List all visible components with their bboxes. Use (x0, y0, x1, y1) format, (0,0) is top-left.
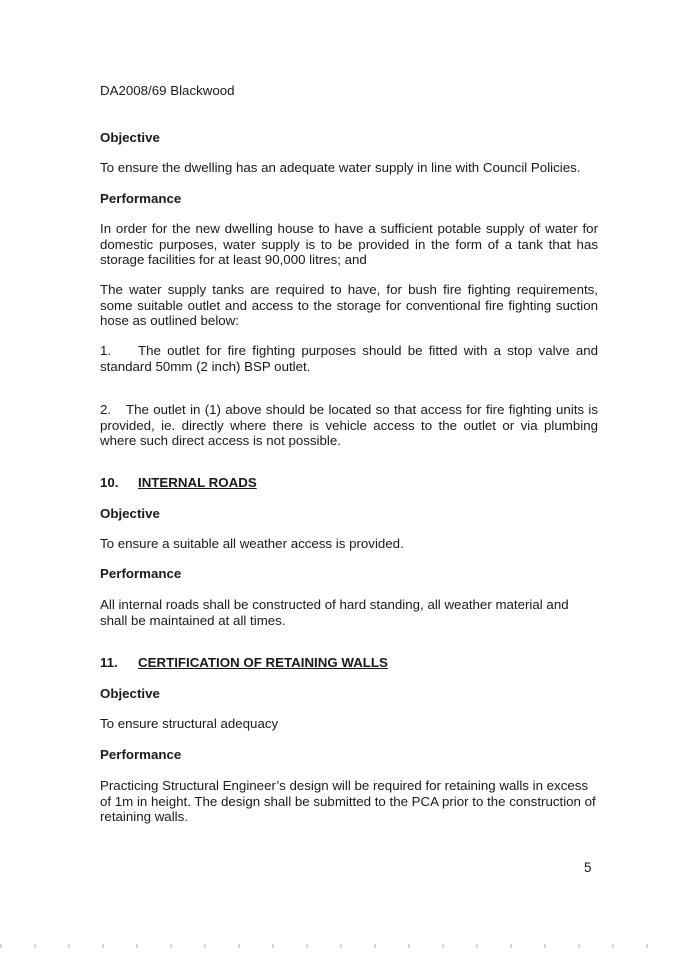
list-item-text: The outlet in (1) above should be located so that access for fire fighting units is provided, ie. directly where there is vehicle access to the outlet or via plumbing where such direct access is not possible. (100, 402, 598, 448)
section-title: CERTIFICATION OF RETAINING WALLS (138, 655, 388, 670)
objective-text: To ensure a suitable all weather access is provided. (100, 536, 404, 551)
document-reference: DA2008/69 Blackwood (100, 83, 235, 98)
list-item-1 (100, 343, 598, 374)
performance-text: All internal roads shall be constructed of hard standing, all weather material and shall be maintained at all times. (100, 597, 569, 628)
list-item-number: 1. (100, 343, 112, 358)
section-number: 11. (100, 655, 118, 670)
list-item-number: 2. (100, 402, 112, 417)
objective-heading: Objective (100, 130, 160, 145)
objective-heading: Objective (100, 506, 160, 521)
performance-heading: Performance (100, 191, 182, 206)
page-number: 5 (584, 860, 592, 875)
performance-text: Practicing Structural Engineer’s design will be required for retaining walls in excess of 1m in height. The design shall be submitted to the PCA prior to the construction of retaining walls. (100, 778, 596, 824)
fire-fighting-paragraph: The water supply tanks are required to have, for bush fire fighting requirements, some suitable outlet and access to the storage for conventional fire fighting suction hose as outlined below: (100, 282, 598, 328)
section-title: INTERNAL ROADS (138, 475, 257, 490)
objective-text: To ensure structural adequacy (100, 716, 279, 731)
objective-heading: Objective (100, 686, 160, 701)
list-item-2 (100, 402, 598, 449)
section-number: 10. (100, 475, 119, 490)
performance-heading: Performance (100, 566, 182, 581)
section-heading-internal-roads (100, 475, 598, 491)
water-supply-paragraph: In order for the new dwelling house to have a sufficient potable supply of water for domestic purposes, water supply is to be provided in the form of a tank that has storage facilities for at least 90,000 litres; and (100, 221, 598, 267)
section-heading-retaining-walls (100, 655, 598, 671)
performance-heading: Performance (100, 747, 182, 762)
scan-artifact-divider (0, 944, 676, 948)
objective-text: To ensure the dwelling has an adequate water supply in line with Council Policies. (100, 160, 581, 175)
list-item-text: The outlet for fire fighting purposes should be fitted with a stop valve and standard 50mm (2 inch) BSP outlet. (100, 343, 598, 374)
